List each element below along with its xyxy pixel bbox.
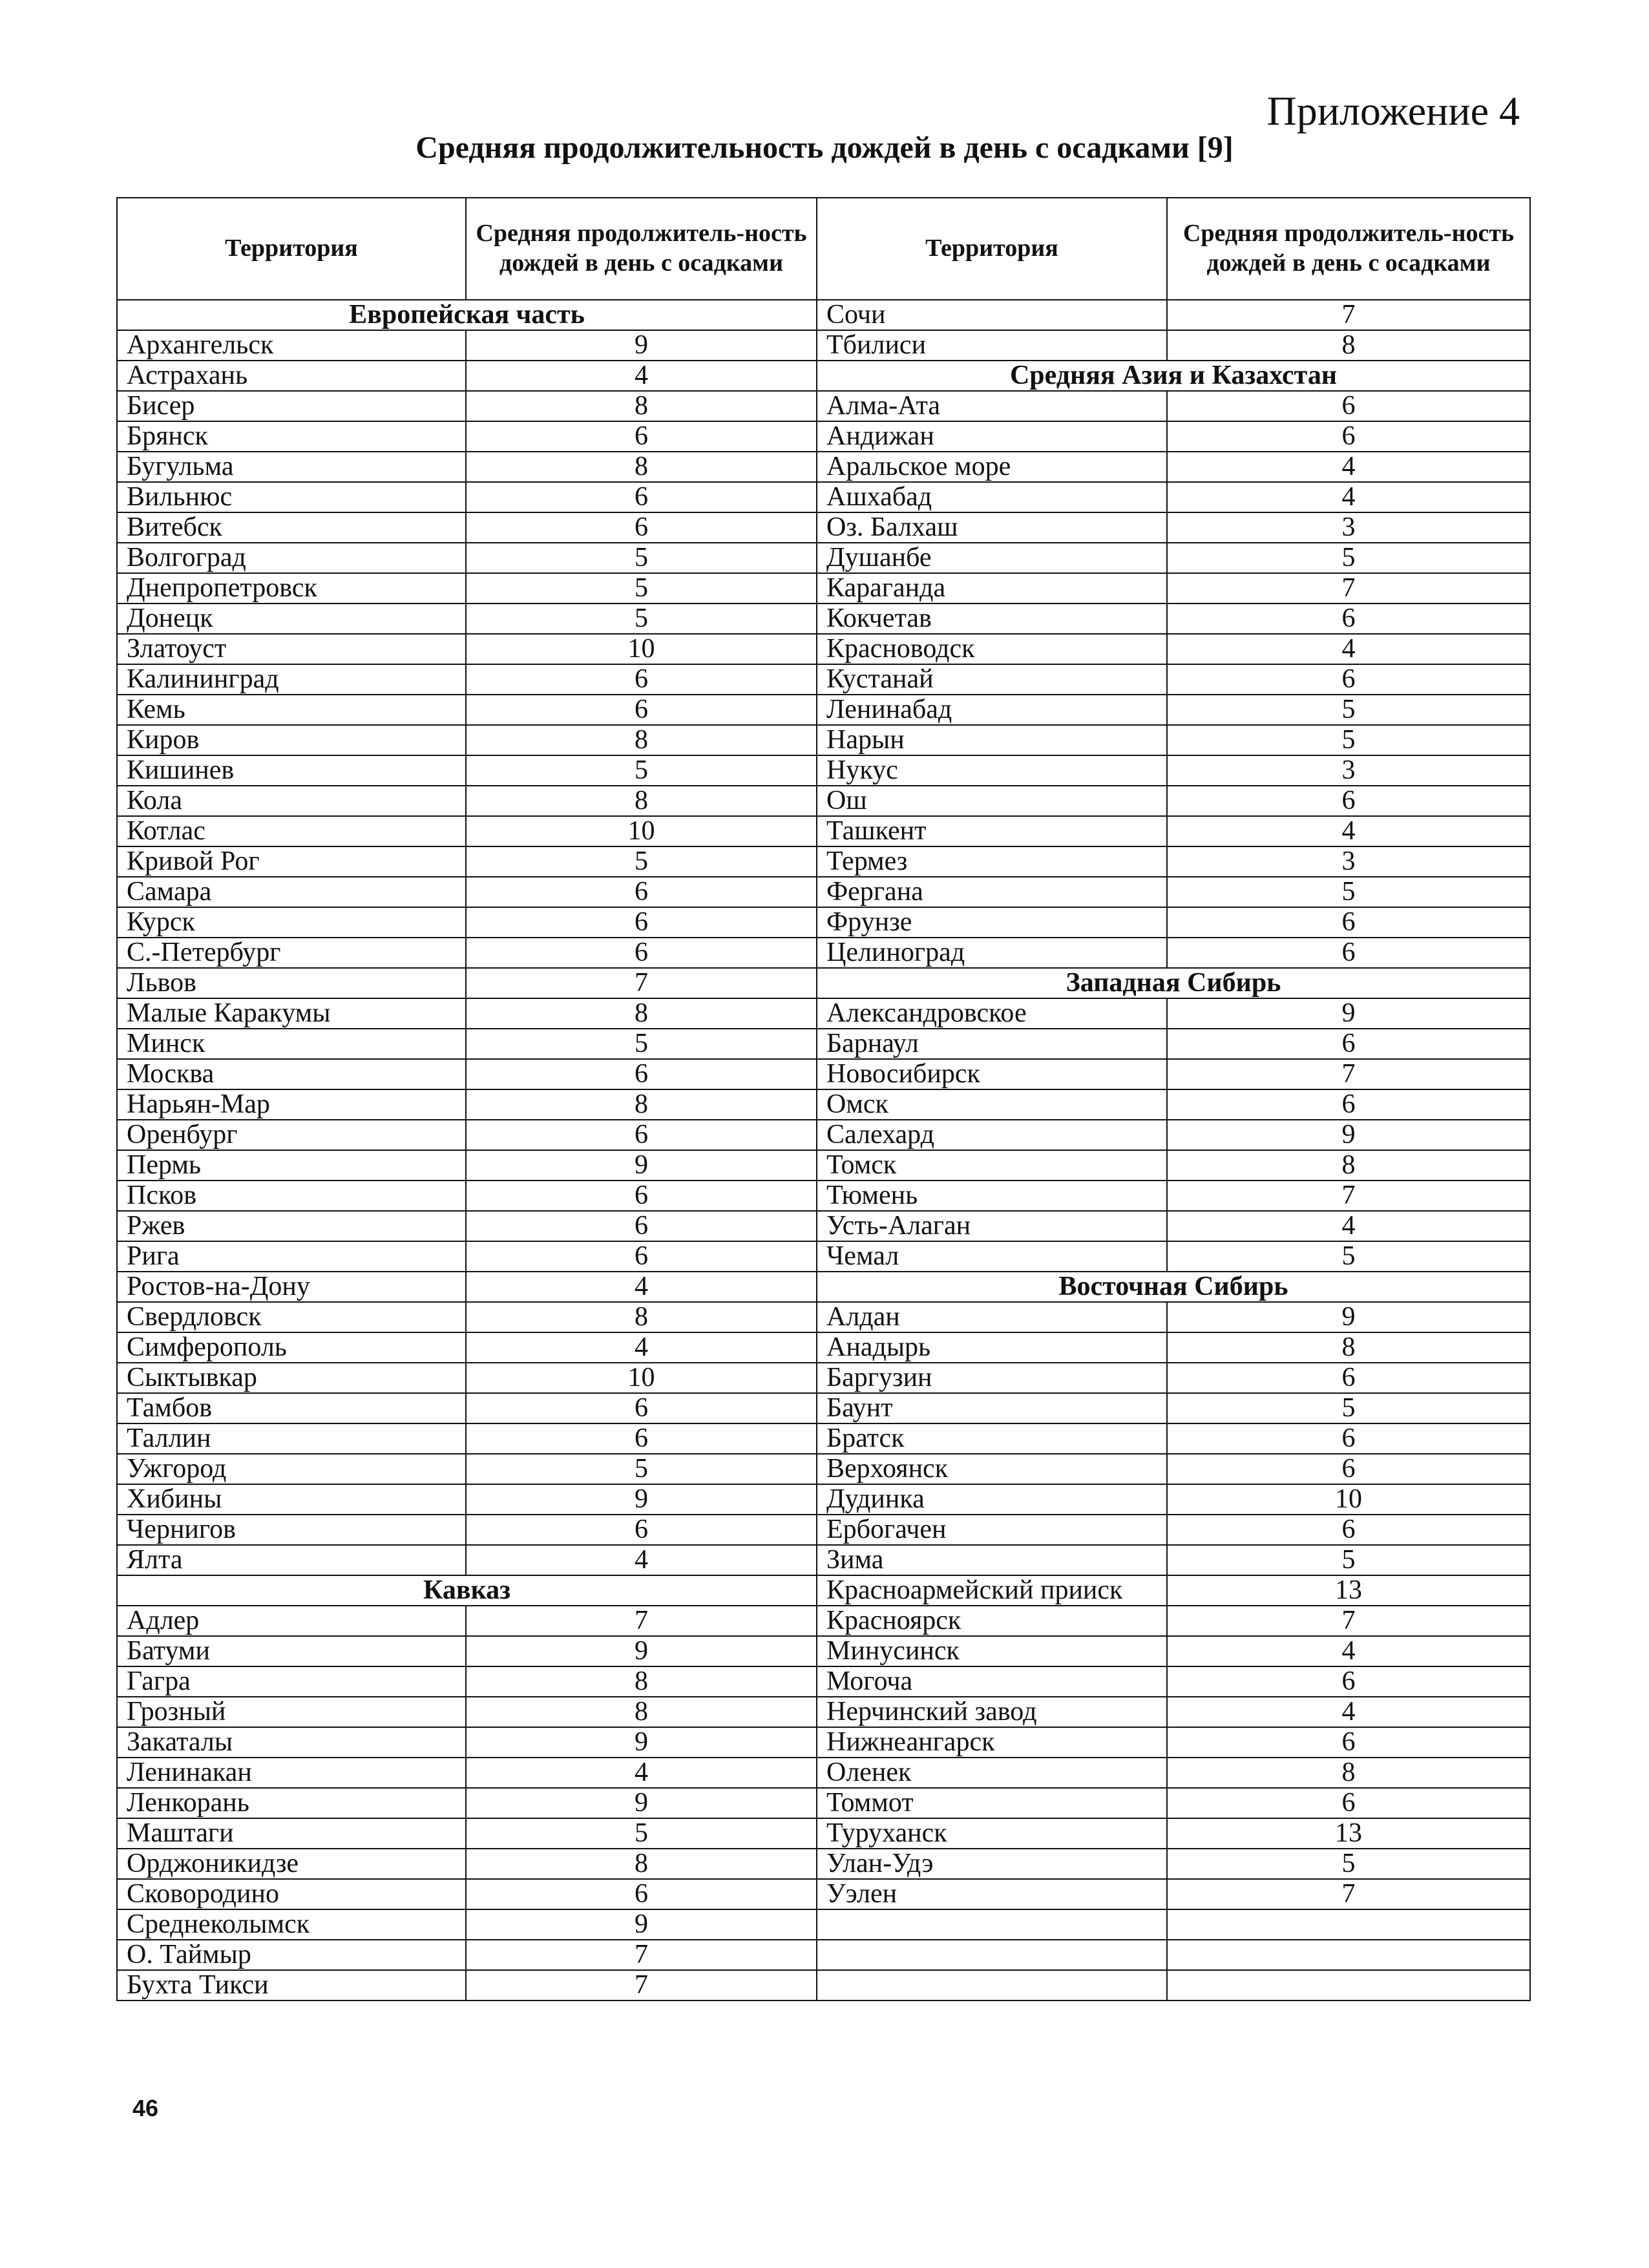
table-row [117,1302,1530,1332]
territory-name: Баунт [817,1393,1167,1423]
table-row [117,604,1530,634]
rain-duration-value: 8 [1167,1150,1530,1181]
rain-duration-value: 6 [466,1879,817,1909]
section-header: Западная Сибирь [817,968,1530,998]
territory-name: Нижнеангарск [817,1727,1167,1758]
rain-duration-value: 5 [1167,725,1530,755]
rain-duration-value: 8 [1167,330,1530,361]
territory-name: Витебск [117,512,466,543]
territory-name: Тбилиси [817,330,1167,361]
table-row [117,1697,1530,1727]
table-row [117,1120,1530,1150]
rain-duration-value: 6 [466,695,817,725]
territory-name: Батуми [117,1636,466,1666]
rain-duration-value: 9 [466,1484,817,1515]
territory-name: Верхоянск [817,1454,1167,1484]
territory-name: Калининград [117,664,466,695]
territory-name: Ленинакан [117,1758,466,1788]
table-row [117,573,1530,604]
table-row [117,907,1530,938]
rain-duration-value: 6 [466,512,817,543]
territory-name: Томмот [817,1788,1167,1818]
rain-duration-value: 6 [466,1393,817,1423]
table-row [117,1332,1530,1363]
table-row [117,1788,1530,1818]
rain-duration-value: 5 [466,846,817,877]
table-row [117,634,1530,664]
table-row [117,512,1530,543]
territory-name: Аральское море [817,452,1167,482]
rain-duration-value: 10 [466,1363,817,1393]
rain-duration-value: 8 [466,1849,817,1879]
territory-name: Минусинск [817,1636,1167,1666]
rain-duration-value: 13 [1167,1818,1530,1849]
rain-duration-value: 5 [466,1818,817,1849]
rain-duration-value: 8 [466,1089,817,1120]
rain-duration-value: 6 [1167,1089,1530,1120]
rain-duration-value: 6 [466,1181,817,1211]
territory-name: Бухта Тикси [117,1970,466,2000]
table-row [117,1849,1530,1879]
rain-duration-value: 8 [466,998,817,1029]
column-header-territory-left: Территория [117,198,466,300]
territory-name: Ржев [117,1211,466,1241]
table-row [117,938,1530,968]
rain-duration-value: 4 [1167,452,1530,482]
territory-name: Омск [817,1089,1167,1120]
rain-duration-value: 7 [466,1970,817,2000]
territory-name: Сыктывкар [117,1363,466,1393]
territory-name: Адлер [117,1606,466,1636]
territory-name: Ялта [117,1545,466,1575]
section-header: Средняя Азия и Казахстан [817,361,1530,391]
territory-name: Зима [817,1545,1167,1575]
table-row [117,1089,1530,1120]
territory-name: Красноводск [817,634,1167,664]
territory-name: Караганда [817,573,1167,604]
table-row [117,1636,1530,1666]
territory-name: Закаталы [117,1727,466,1758]
rain-duration-value: 4 [1167,482,1530,512]
territory-name: Архангельск [117,330,466,361]
territory-name: Ленкорань [117,1788,466,1818]
territory-name: Нарьян-Мар [117,1089,466,1120]
rain-duration-value: 7 [1167,1606,1530,1636]
rain-duration-value: 6 [466,1211,817,1241]
table-row [117,391,1530,421]
rain-duration-value: 9 [466,1909,817,1940]
rain-duration-value: 6 [466,1059,817,1089]
rain-duration-value: 5 [1167,1849,1530,1879]
territory-name: Сочи [817,300,1167,330]
column-header-duration-right: Средняя продолжитель-ность дождей в день с осадками [1167,198,1530,300]
table-row [117,1181,1530,1211]
table-row [117,664,1530,695]
territory-name: Хибины [117,1484,466,1515]
territory-name: Баргузин [817,1363,1167,1393]
rain-duration-value: 4 [1167,816,1530,846]
territory-name: Вильнюс [117,482,466,512]
column-header-duration-left: Средняя продолжитель-ность дождей в день с осадками [466,198,817,300]
territory-name: Астрахань [117,361,466,391]
territory-name: Салехард [817,1120,1167,1150]
rain-duration-value: 4 [466,361,817,391]
rain-duration-value: 4 [1167,634,1530,664]
table-row [117,725,1530,755]
table-row [117,1879,1530,1909]
rain-duration-value: 8 [1167,1332,1530,1363]
rain-duration-value: 8 [466,1697,817,1727]
territory-name: Кишинев [117,755,466,786]
territory-name: Фрунзе [817,907,1167,938]
rain-duration-value: 4 [466,1272,817,1302]
table-row [117,1241,1530,1272]
territory-name: Усть-Алаган [817,1211,1167,1241]
rain-duration-value: 8 [466,1666,817,1697]
table-row [117,1454,1530,1484]
territory-name: Новосибирск [817,1059,1167,1089]
rain-duration-value: 9 [466,330,817,361]
empty-cell [1167,1909,1530,1940]
table-row [117,1818,1530,1849]
territory-name: Гагра [117,1666,466,1697]
rain-duration-value: 6 [466,1515,817,1545]
territory-name: Малые Каракумы [117,998,466,1029]
territory-name: Свердловск [117,1302,466,1332]
rain-duration-value: 8 [466,725,817,755]
rain-duration-value: 6 [1167,1788,1530,1818]
rain-duration-value: 6 [1167,907,1530,938]
rain-duration-value: 6 [466,938,817,968]
rain-duration-value: 6 [1167,1363,1530,1393]
table-row [117,1970,1530,2000]
rain-duration-value: 6 [1167,1515,1530,1545]
rain-duration-value: 6 [466,421,817,452]
empty-cell [817,1909,1167,1940]
territory-name: Оленек [817,1758,1167,1788]
rain-duration-value: 3 [1167,846,1530,877]
territory-name: Нерчинский завод [817,1697,1167,1727]
territory-name: Рига [117,1241,466,1272]
rain-duration-value: 3 [1167,512,1530,543]
territory-name: Волгоград [117,543,466,573]
rain-duration-value: 4 [466,1758,817,1788]
territory-name: Чемал [817,1241,1167,1272]
rain-duration-value: 5 [1167,1241,1530,1272]
rain-duration-value: 3 [1167,755,1530,786]
territory-name: Красноармейский прииск [817,1575,1167,1606]
table-row [117,1393,1530,1423]
table-row [117,1363,1530,1393]
rain-duration-value: 6 [1167,1454,1530,1484]
territory-name: Москва [117,1059,466,1089]
territory-name: О. Таймыр [117,1940,466,1970]
territory-name: Дудинка [817,1484,1167,1515]
rain-duration-value: 8 [466,391,817,421]
territory-name: Кола [117,786,466,816]
territory-name: Симферополь [117,1332,466,1363]
territory-name: Орджоникидзе [117,1849,466,1879]
rain-duration-value: 6 [1167,1727,1530,1758]
rain-duration-value: 5 [1167,877,1530,907]
table-row [117,482,1530,512]
territory-name: С.-Петербург [117,938,466,968]
territory-name: Донецк [117,604,466,634]
table-row [117,1940,1530,1970]
territory-name: Ужгород [117,1454,466,1484]
rain-duration-value: 6 [1167,664,1530,695]
territory-name: Тамбов [117,1393,466,1423]
table-body [117,300,1530,2000]
table-row [117,1606,1530,1636]
territory-name: Маштаги [117,1818,466,1849]
appendix-label: Приложение 4 [1266,88,1520,134]
rain-duration-value: 5 [466,543,817,573]
rain-duration-value: 8 [466,1302,817,1332]
territory-name: Киров [117,725,466,755]
territory-name: Кемь [117,695,466,725]
territory-name: Фергана [817,877,1167,907]
rain-duration-value: 5 [1167,1545,1530,1575]
rain-duration-value: 5 [1167,1393,1530,1423]
territory-name: Среднеколымск [117,1909,466,1940]
territory-name: Ош [817,786,1167,816]
territory-name: Туруханск [817,1818,1167,1849]
rain-duration-value: 6 [1167,1423,1530,1454]
territory-name: Алдан [817,1302,1167,1332]
rain-duration-value: 5 [466,604,817,634]
territory-name: Нарын [817,725,1167,755]
territory-name: Душанбе [817,543,1167,573]
rain-duration-value: 7 [1167,1181,1530,1211]
table-row [117,1575,1530,1606]
territory-name: Сковородино [117,1879,466,1909]
rain-duration-value: 5 [466,755,817,786]
rain-duration-value: 6 [466,1423,817,1454]
territory-name: Термез [817,846,1167,877]
rain-duration-value: 10 [466,634,817,664]
rain-duration-value: 8 [1167,1758,1530,1788]
territory-name: Ашхабад [817,482,1167,512]
rain-duration-value: 8 [466,786,817,816]
territory-name: Брянск [117,421,466,452]
section-header: Восточная Сибирь [817,1272,1530,1302]
territory-name: Днепропетровск [117,573,466,604]
rain-duration-value: 7 [466,968,817,998]
rain-duration-value: 7 [1167,1059,1530,1089]
table-row [117,968,1530,998]
empty-cell [1167,1940,1530,1970]
rain-duration-value: 9 [1167,1120,1530,1150]
table-row [117,300,1530,330]
table-row [117,1666,1530,1697]
territory-name: Тюмень [817,1181,1167,1211]
rain-duration-value: 7 [1167,300,1530,330]
territory-name: Целиноград [817,938,1167,968]
territory-name: Барнаул [817,1029,1167,1059]
rain-duration-value: 6 [466,877,817,907]
territory-name: Грозный [117,1697,466,1727]
table-row [117,421,1530,452]
territory-name: Братск [817,1423,1167,1454]
table-row [117,330,1530,361]
page-number: 46 [132,2095,159,2121]
territory-name: Ербогачен [817,1515,1167,1545]
table-row [117,695,1530,725]
table-row [117,1423,1530,1454]
rain-duration-value: 6 [466,664,817,695]
table-row [117,1211,1530,1241]
table-row [117,1059,1530,1089]
territory-name: Ростов-на-Дону [117,1272,466,1302]
territory-name: Красноярск [817,1606,1167,1636]
territory-name: Алма-Ата [817,391,1167,421]
rain-duration-value: 7 [1167,573,1530,604]
rain-duration-value: 4 [466,1332,817,1363]
rain-duration-value: 10 [1167,1484,1530,1515]
table-row [117,1272,1530,1302]
rain-duration-value: 7 [466,1940,817,1970]
rain-duration-value: 6 [466,482,817,512]
table-row [117,786,1530,816]
table-row [117,877,1530,907]
table-row [117,1150,1530,1181]
table-header-row [117,198,1530,300]
territory-name: Чернигов [117,1515,466,1545]
data-table-container [116,197,1529,2001]
territory-name: Оренбург [117,1120,466,1150]
territory-name: Бисер [117,391,466,421]
rain-duration-value: 9 [466,1636,817,1666]
rain-duration-value: 5 [1167,695,1530,725]
territory-name: Анадырь [817,1332,1167,1363]
rain-duration-value: 10 [466,816,817,846]
empty-cell [817,1940,1167,1970]
rain-duration-value: 5 [1167,543,1530,573]
territory-name: Кокчетав [817,604,1167,634]
rain-duration-value: 6 [1167,421,1530,452]
rain-duration-value: 13 [1167,1575,1530,1606]
rain-duration-value: 6 [1167,938,1530,968]
territory-name: Уэлен [817,1879,1167,1909]
rain-duration-value: 5 [466,1454,817,1484]
rain-duration-value: 8 [466,452,817,482]
rain-duration-table [116,197,1531,2001]
rain-duration-value: 9 [466,1727,817,1758]
table-row [117,1545,1530,1575]
rain-duration-value: 4 [1167,1636,1530,1666]
territory-name: Ленинабад [817,695,1167,725]
column-header-territory-right: Территория [817,198,1167,300]
territory-name: Пермь [117,1150,466,1181]
table-row [117,361,1530,391]
table-row [117,846,1530,877]
table-row [117,1727,1530,1758]
rain-duration-value: 6 [1167,391,1530,421]
table-row [117,452,1530,482]
territory-name: Могоча [817,1666,1167,1697]
territory-name: Улан-Удэ [817,1849,1167,1879]
table-row [117,755,1530,786]
table-row [117,1515,1530,1545]
rain-duration-value: 5 [466,573,817,604]
rain-duration-value: 6 [466,1241,817,1272]
rain-duration-value: 6 [1167,786,1530,816]
table-row [117,543,1530,573]
section-header: Кавказ [117,1575,817,1606]
empty-cell [1167,1970,1530,2000]
territory-name: Курск [117,907,466,938]
rain-duration-value: 9 [1167,1302,1530,1332]
rain-duration-value: 4 [466,1545,817,1575]
territory-name: Ташкент [817,816,1167,846]
territory-name: Минск [117,1029,466,1059]
territory-name: Оз. Балхаш [817,512,1167,543]
territory-name: Таллин [117,1423,466,1454]
rain-duration-value: 6 [466,1120,817,1150]
rain-duration-value: 6 [466,907,817,938]
rain-duration-value: 7 [1167,1879,1530,1909]
territory-name: Кустанай [817,664,1167,695]
rain-duration-value: 5 [466,1029,817,1059]
territory-name: Котлас [117,816,466,846]
rain-duration-value: 4 [1167,1697,1530,1727]
table-row [117,998,1530,1029]
table-row [117,1029,1530,1059]
territory-name: Андижан [817,421,1167,452]
table-row [117,1909,1530,1940]
page-title: Средняя продолжительность дождей в день с осадками [9] [415,131,1234,165]
rain-duration-value: 6 [1167,1666,1530,1697]
territory-name: Нукус [817,755,1167,786]
empty-cell [817,1970,1167,2000]
territory-name: Томск [817,1150,1167,1181]
territory-name: Бугульма [117,452,466,482]
territory-name: Кривой Рог [117,846,466,877]
rain-duration-value: 9 [466,1788,817,1818]
territory-name: Александровское [817,998,1167,1029]
territory-name: Львов [117,968,466,998]
territory-name: Псков [117,1181,466,1211]
rain-duration-value: 6 [1167,604,1530,634]
table-row [117,1758,1530,1788]
table-row [117,1484,1530,1515]
table-row [117,816,1530,846]
rain-duration-value: 6 [1167,1029,1530,1059]
territory-name: Златоуст [117,634,466,664]
rain-duration-value: 4 [1167,1211,1530,1241]
territory-name: Самара [117,877,466,907]
rain-duration-value: 9 [1167,998,1530,1029]
section-header: Европейская часть [117,300,817,330]
rain-duration-value: 9 [466,1150,817,1181]
rain-duration-value: 7 [466,1606,817,1636]
